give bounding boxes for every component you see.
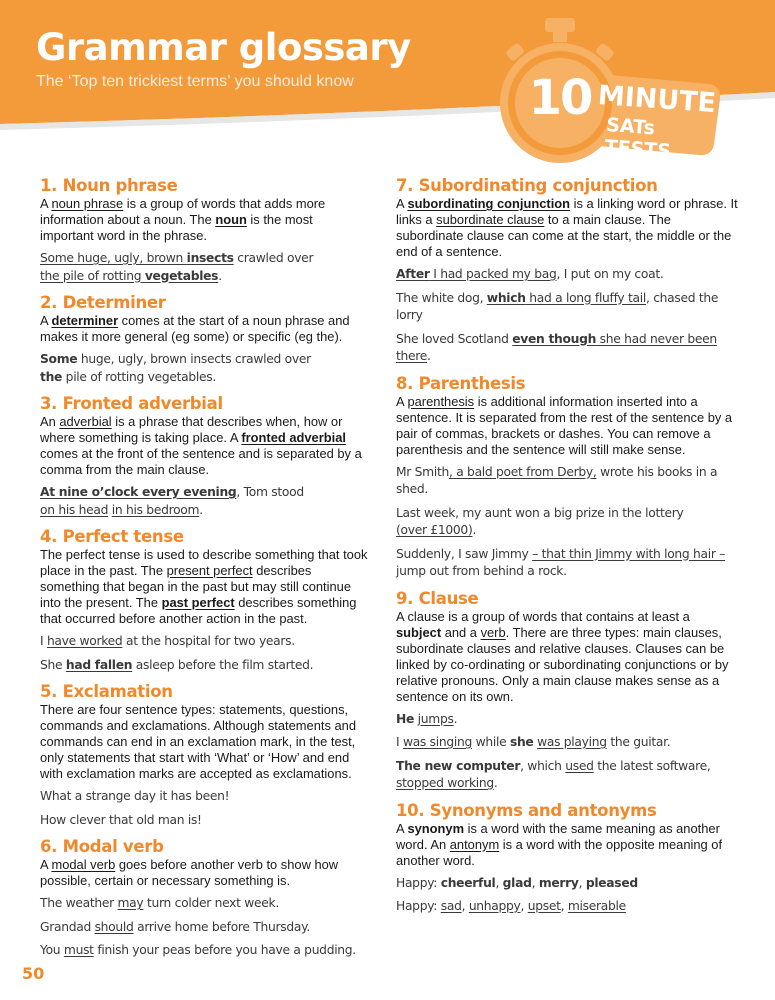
section-fronted-adverbial <box>40 394 368 519</box>
definition: There are four sentence types: statements, questions, commands and exclamations. Although statements and commands can end in an exclamation mark, in the test, only statements that start with ‘What’ or ‘How’ and end with exclamation marks are accepted as exclamations. <box>40 702 357 781</box>
definition: A modal verb goes before another verb to show how possible, certain or necessary something is. <box>40 857 339 888</box>
definition: An adverbial is a phrase that describes when, how or where something is taking place. A fronted adverbial comes at the front of the sentence and is separated by a comma from the main clause. <box>40 414 362 477</box>
example: He jumps. <box>396 711 458 726</box>
example: The new computer, which used the latest software, stopped working. <box>396 758 711 790</box>
example: Happy: cheerful, glad, merry, pleased <box>396 875 638 890</box>
definition: A noun phrase is a group of words that adds more information about a noun. The noun is the most important word in the phrase. <box>40 196 326 243</box>
section-title: 7. Subordinating conjunction <box>396 176 658 195</box>
section-title: 3. Fronted adverbial <box>40 394 223 413</box>
example: How clever that old man is! <box>40 812 202 827</box>
example: Some huge, ugly, brown insects crawled over the pile of rotting vegetables. <box>40 352 311 384</box>
example: After I had packed my bag, I put on my coat. <box>396 267 664 281</box>
right-column <box>396 176 738 924</box>
section-title: 9. Clause <box>396 588 479 608</box>
section-clause <box>396 589 738 793</box>
definition: The perfect tense is used to describe something that took place in the past. The present perfect describes something that began in the past but may still continue into the present. The past perfect describes something that occurred before another action in the past. <box>40 547 368 626</box>
definition: A parenthesis is additional information inserted into a sentence. It is separated from the rest of the sentence by a pair of commas, brackets or dashes. You can remove a parenthesis and the sentence will still make sense. <box>396 393 733 457</box>
example: The weather may turn colder next week. <box>40 896 279 910</box>
example: At nine o’clock every evening, Tom stood on his head in his bedroom. <box>40 485 304 517</box>
example: She had fallen asleep before the film started. <box>40 657 314 672</box>
section-exclamation <box>40 682 368 829</box>
example: I was singing while she was playing the guitar. <box>396 735 671 749</box>
definition: A subordinating conjunction is a linking word or phrase. It links a subordinate clause to a main clause. The subordinate clause can come at the start, the middle or the end of a sentence. <box>396 196 738 259</box>
badge-line2: SATs TESTS <box>603 114 672 163</box>
example: The white dog, which had a long fluffy tail, chased the lorry <box>396 290 719 322</box>
example: What a strange day it has been! <box>40 789 230 803</box>
example: Grandad should arrive home before Thursday. <box>40 919 310 934</box>
left-column <box>40 176 368 968</box>
section-synonyms-antonyms <box>396 801 738 916</box>
section-parenthesis <box>396 374 738 581</box>
section-noun-phrase <box>40 176 368 285</box>
example: I have worked at the hospital for two years. <box>40 634 295 648</box>
example: Mr Smith, a bald poet from Derby, wrote his books in a shed. <box>396 464 718 496</box>
example: Suddenly, I saw Jimmy – that thin Jimmy with long hair – jump out from behind a rock. <box>396 546 726 578</box>
example: You must finish your peas before you have a pudding. <box>40 943 356 957</box>
section-title: 10. Synonyms and antonyms <box>396 800 657 820</box>
ten-minute-badge <box>495 8 725 168</box>
badge-line1: MINUTE <box>596 80 718 120</box>
section-title: 5. Exclamation <box>40 682 173 701</box>
page-title: Grammar glossary <box>36 26 411 69</box>
section-title: 2. Determiner <box>40 293 166 312</box>
definition: A determiner comes at the start of a noun phrase and makes it more general (eg some) or specific (eg the). <box>40 313 350 344</box>
page-number: 50 <box>22 964 45 983</box>
section-title: 4. Perfect tense <box>40 527 184 546</box>
example: She loved Scotland even though she had never been there. <box>396 331 717 363</box>
section-perfect-tense <box>40 527 368 674</box>
section-subordinating-conjunction <box>396 176 738 366</box>
definition: A clause is a group of words that contains at least a subject and a verb. There are three types: main clauses, subordinate clauses and relative clauses. Clauses can be linked by co-ordinating or subordinating conjunctions or by relative pronouns. Only a main clause makes sense as a sentence on its own. <box>396 608 729 704</box>
section-title: 6. Modal verb <box>40 837 164 856</box>
example: Last week, my aunt won a big prize in the lottery (over £1000). <box>396 505 684 537</box>
section-modal-verb <box>40 837 368 960</box>
section-determiner <box>40 293 368 386</box>
page-header <box>0 0 775 163</box>
section-title: 8. Parenthesis <box>396 373 526 393</box>
section-title: 1. Noun phrase <box>40 176 178 195</box>
definition: A synonym is a word with the same meaning as another word. An antonym is a word with the opposite meaning of another word. <box>396 820 723 868</box>
page-subtitle: The ‘Top ten trickiest terms’ you should know <box>36 73 354 90</box>
example: Happy: sad, unhappy, upset, miserable <box>396 899 626 913</box>
example: Some huge, ugly, brown insects crawled over the pile of rotting vegetables. <box>40 251 314 283</box>
badge-number: 10 <box>528 70 592 126</box>
